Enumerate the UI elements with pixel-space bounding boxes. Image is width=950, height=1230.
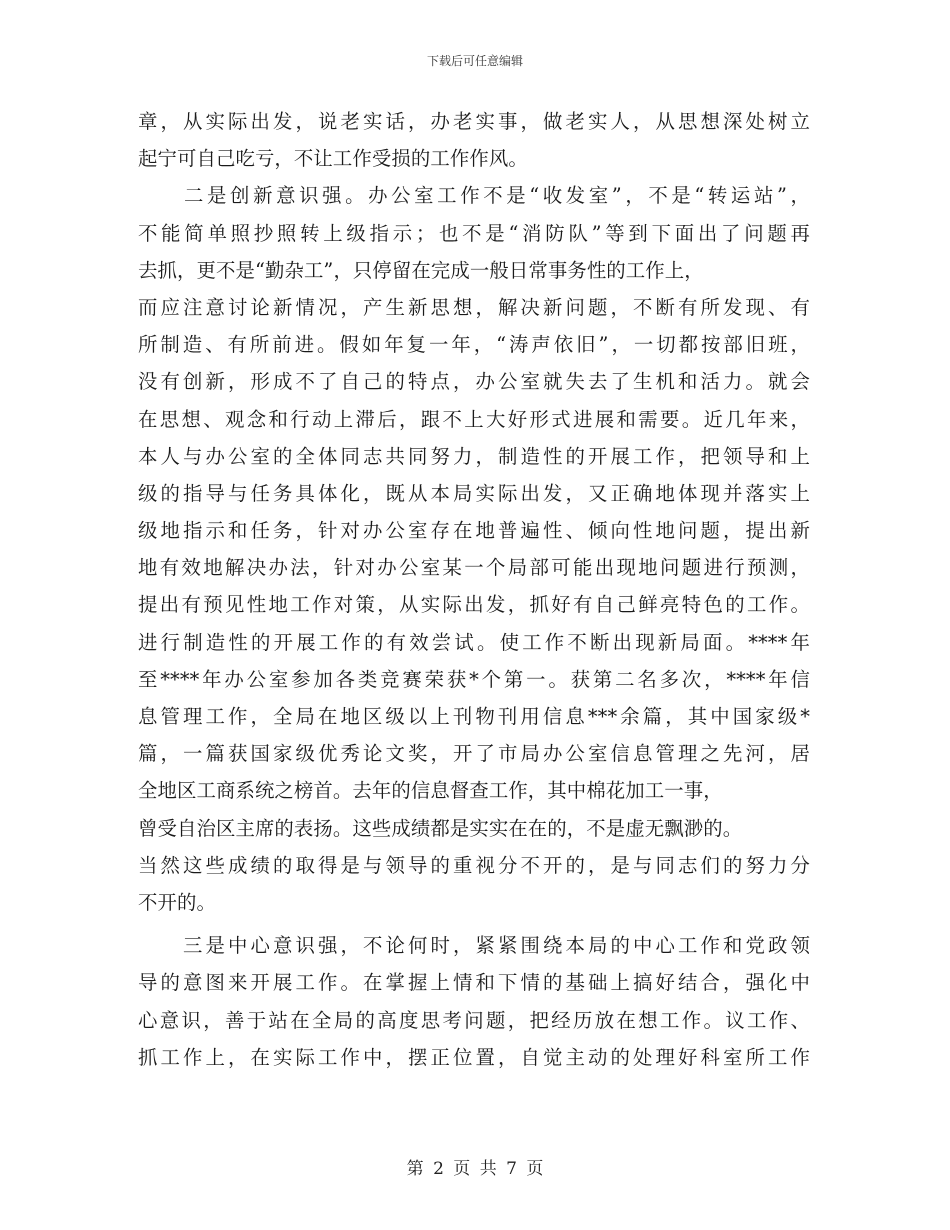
text-line: 章，从实际出发，说老实话，办老实事，做老实人，从思想深处树立 (138, 110, 810, 133)
page-header: 下载后可任意编辑 (426, 54, 523, 68)
text-line: 本人与办公室的全体同志共同努力，制造性的开展工作，把领导和上 (138, 444, 810, 468)
text-line: 在思想、观念和行动上滞后，跟不上大好形式进展和需要。近几年来， (138, 407, 810, 431)
text-line: 至****年办公室参加各类竞赛荣获*个第一。获第二名多次，****年信 (138, 667, 810, 691)
text-line: 二是创新意识强。办公室工作不是“收发室”，不是“转运站”， (138, 184, 810, 208)
text-line: 曾受自治区主席的表扬。这些成绩都是实实在在的，不是虚无飘渺的。 (138, 816, 743, 840)
text-line: 地有效地解决办法，针对办公室某一个局部可能出现地问题进行预测， (138, 556, 810, 580)
text-line: 抓工作上，在实际工作中，摆正位置，自觉主动的处理好科室所工作 (138, 1045, 810, 1069)
text-line: 所制造、有所前进。假如年复一年，“涛声依旧”，一切都按部旧班， (138, 333, 810, 357)
text-line: 不能简单照抄照转上级指示；也不是“消防队”等到下面出了问题再 (138, 221, 810, 245)
text-line: 全地区工商系统之榜首。去年的信息督查工作，其中棉花加工一事， (138, 779, 723, 803)
text-line: 去抓，更不是“勤杂工”，只停留在完成一般日常事务性的工作上， (138, 258, 704, 282)
text-line: 心意识，善于站在全局的高度思考问题，把经历放在想工作。议工作、 (138, 1008, 810, 1032)
text-line: 进行制造性的开展工作的有效尝试。使工作不断出现新局面。****年 (138, 630, 810, 654)
text-line: 息管理工作，全局在地区级以上刊物刊用信息***余篇，其中国家级* (138, 705, 810, 728)
document-body (138, 103, 810, 1076)
text-line: 起宁可自己吃亏，不让工作受损的工作作风。 (138, 147, 528, 171)
page-number: 第 2 页 共 7 页 (406, 1159, 544, 1179)
text-line: 级地指示和任务，针对办公室存在地普遍性、倾向性地问题，提出新 (138, 519, 810, 543)
text-line: 导的意图来开展工作。在掌握上情和下情的基础上搞好结合，强化中 (138, 971, 810, 995)
text-line: 而应注意讨论新情况，产生新思想，解决新问题，不断有所发现、有 (138, 295, 810, 319)
text-line: 篇，一篇获国家级优秀论文奖，开了市局办公室信息管理之先河，居 (138, 742, 810, 766)
text-line: 当然这些成绩的取得是与领导的重视分不开的，是与同志们的努力分 (138, 853, 810, 877)
text-line: 没有创新，形成不了自己的特点，办公室就失去了生机和活力。就会 (138, 370, 810, 394)
text-line: 三是中心意识强，不论何时，紧紧围绕本局的中心工作和党政领 (138, 934, 810, 958)
text-line: 不开的。 (138, 890, 216, 914)
text-line: 级的指导与任务具体化，既从本局实际出发，又正确地体现并落实上 (138, 481, 810, 505)
text-line: 提出有预见性地工作对策，从实际出发，抓好有自己鲜亮特色的工作。 (138, 593, 810, 617)
